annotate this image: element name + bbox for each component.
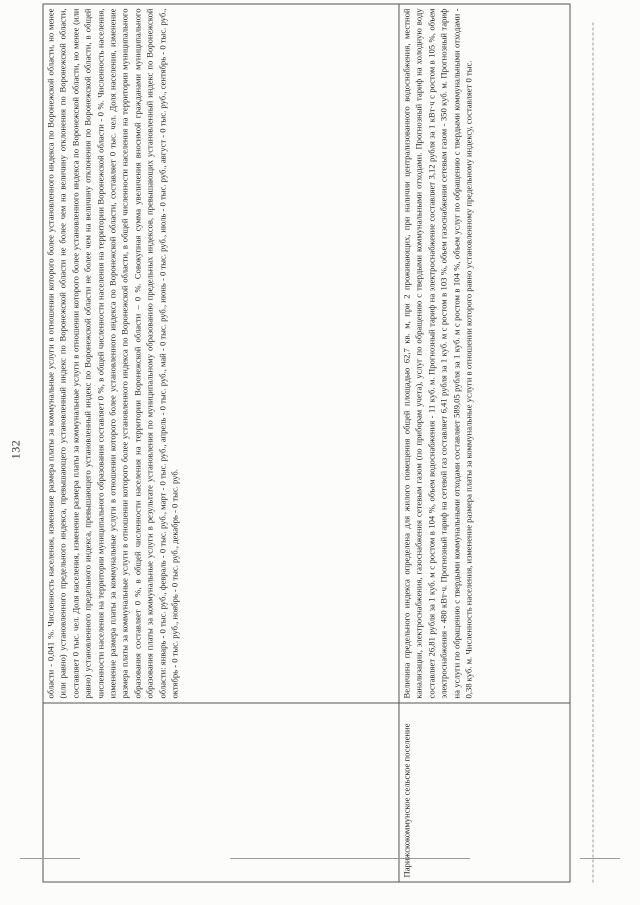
settlement-name-cell: Парижскокоммунское сельское поселение xyxy=(399,703,570,882)
tariff-table xyxy=(43,4,571,883)
table-row-continued xyxy=(43,4,399,882)
table-row-settlement xyxy=(399,4,570,882)
scan-margin-mark xyxy=(230,858,470,860)
scan-margin-mark xyxy=(580,858,620,860)
scan-margin-mark xyxy=(20,858,80,860)
page-cut-edge xyxy=(593,23,595,883)
page-number: 132 xyxy=(8,439,23,460)
rotated-sheet xyxy=(1,0,640,905)
description-cell: Величина предельного индекса определена для жилого помещения общей площадью 62,7 кв. м, при 2 проживающих, при наличии централизованного водоснабжения, местной канализации, электроснабжения, газоснабжения сетевым газом (по приборам учета), услуг по обращению с твердыми коммунальными отходами. Прогнозный тариф на холодную воду составляет 26,81 рубля за 1 куб. м с ростом в 104 %, объем водоснабжения - 11 куб. м. Прогнозный тариф на электроснабжение составляет 3,12 рубля за 1 кВт·ч с ростом в 105 %, объем электроснабжения - 480 кВт·ч. Прогнозный тариф на сетевой газ составляет 6,41 рубля за 1 куб. м с ростом в 103 %, объем газоснабжения сетевым газом - 350 куб. м. Прогнозный тариф на услуги по обращению с твердыми коммунальными отходами составляет 589,05 рубля за 1 куб. м с ростом в 104 %, объем услуг по обращению с твердыми коммунальными отходами - 0,38 куб. м. Численность населения, изменение размера платы за коммунальные услуги в отношении которого равно установленному предельному индексу, составляет 0 тыс. xyxy=(399,4,570,703)
description-cell: области - 0,041 %. Численность населения, изменение размера платы за коммунальные услуги в отношении которого более установленного индекса по Воронежской области, но менее (или равно) установленного предельного индекса, превышающего установленный индекс по Воронежской области не более чем на величину отклонения по Воронежской области, составляет 0 тыс. чел. Доля населения, изменение размера платы за коммунальные услуги в отношении которого более установленного индекса по Воронежской области, но менее (или равно) установленного предельного индекса, превышающего установленный индекс по Воронежской области не более чем на величину отклонения по Воронежской области, в общей численности населения на территории муниципального образования составляет 0 %, в общей численности населения на территории Воронежской области - 0 %. Численность населения, изменение размера платы за коммунальные услуги в отношении которого более установленного индекса по Воронежской области, составляет 0 тыс. чел. Доля населения, изменение размера платы за коммунальные услуги в отношении которого более установленного индекса по Воронежской области, в общей численности населения на территории муниципального образования составляет 0 %, в общей численности населения на территории Воронежской области – 0 %. Совокупная сумма увеличения вносимой гражданами муниципального образования платы за коммунальные услуги в результате установления по муниципальному образованию предельных индексов, превышающих установленный индекс по Воронежской области: январь - 0 тыс. руб., февраль - 0 тыс. руб., март - 0 тыс. руб., апрель - 0 тыс. руб., май - 0 тыс. руб., июнь - 0 тыс. руб., июль - 0 тыс. руб., август - 0 тыс. руб., сентябрь - 0 тыс. руб., октябрь - 0 тыс. руб., ноябрь - 0 тыс. руб., декабрь - 0 тыс. руб. xyxy=(43,4,399,703)
settlement-name-cell xyxy=(43,703,399,882)
